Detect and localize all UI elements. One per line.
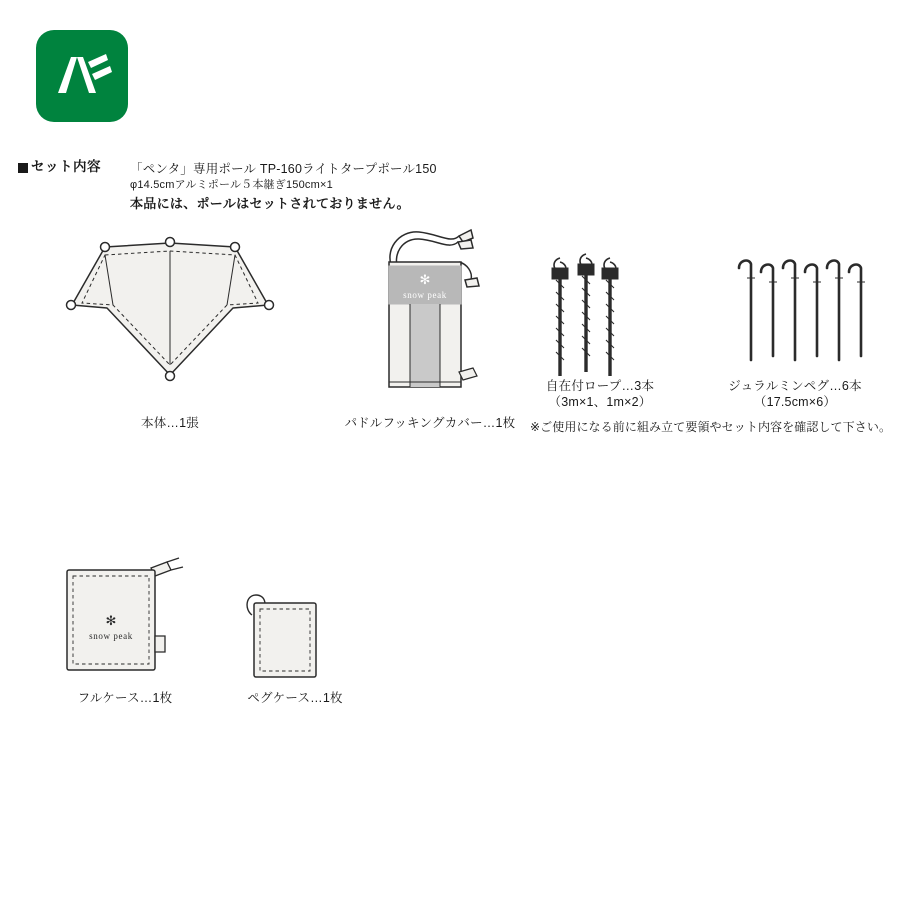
caption-duralumin-peg-line1: ジュラルミンペグ…6本 [728, 379, 862, 393]
heading-line-1: 「ペンタ」専用ポール TP-160ライトタープポール150 [130, 162, 437, 176]
figure-duralumin-peg [725, 248, 865, 378]
heading-detail-lines [130, 160, 437, 214]
bag-wordmark: snow peak [403, 290, 447, 300]
caption-full-case: フルケース…1枚 [77, 691, 173, 705]
caption-paddle-hooking-cover: パドルフッキングカバー…1枚 [344, 416, 516, 430]
figure-self-locking-rope [540, 248, 660, 388]
svg-text:✻: ✻ [105, 613, 117, 628]
usage-footnote: ※ご使用になる前に組み立て要領やセット内容を確認して下さい。 [530, 420, 892, 434]
full-case-wordmark: snow peak [89, 631, 133, 641]
set-contents-title: セット内容 [31, 159, 101, 174]
figure-full-case [55, 550, 200, 685]
caption-body-tarp: 本体…1張 [141, 416, 199, 430]
caption-self-locking-rope-line2: （3m×1、1m×2） [548, 395, 652, 409]
caption-duralumin-peg-line2: （17.5cm×6） [753, 395, 837, 409]
caption-peg-case: ペグケース…1枚 [247, 691, 343, 705]
svg-text:✻: ✻ [419, 272, 431, 287]
figure-paddle-hooking-cover [355, 222, 495, 407]
set-contents-heading [18, 160, 101, 175]
heading-line-2: φ14.5cmアルミポール５本継ぎ150cm×1 [130, 179, 333, 192]
heading-line-3: 本品には、ポールはセットされておりません。 [130, 196, 410, 212]
bullet-square-icon [18, 163, 28, 173]
figure-body-tarp [55, 225, 285, 405]
snow-peak-logo [36, 30, 128, 122]
caption-self-locking-rope-line1: 自在付ロープ…3本 [545, 379, 655, 393]
figure-peg-case [230, 585, 335, 690]
